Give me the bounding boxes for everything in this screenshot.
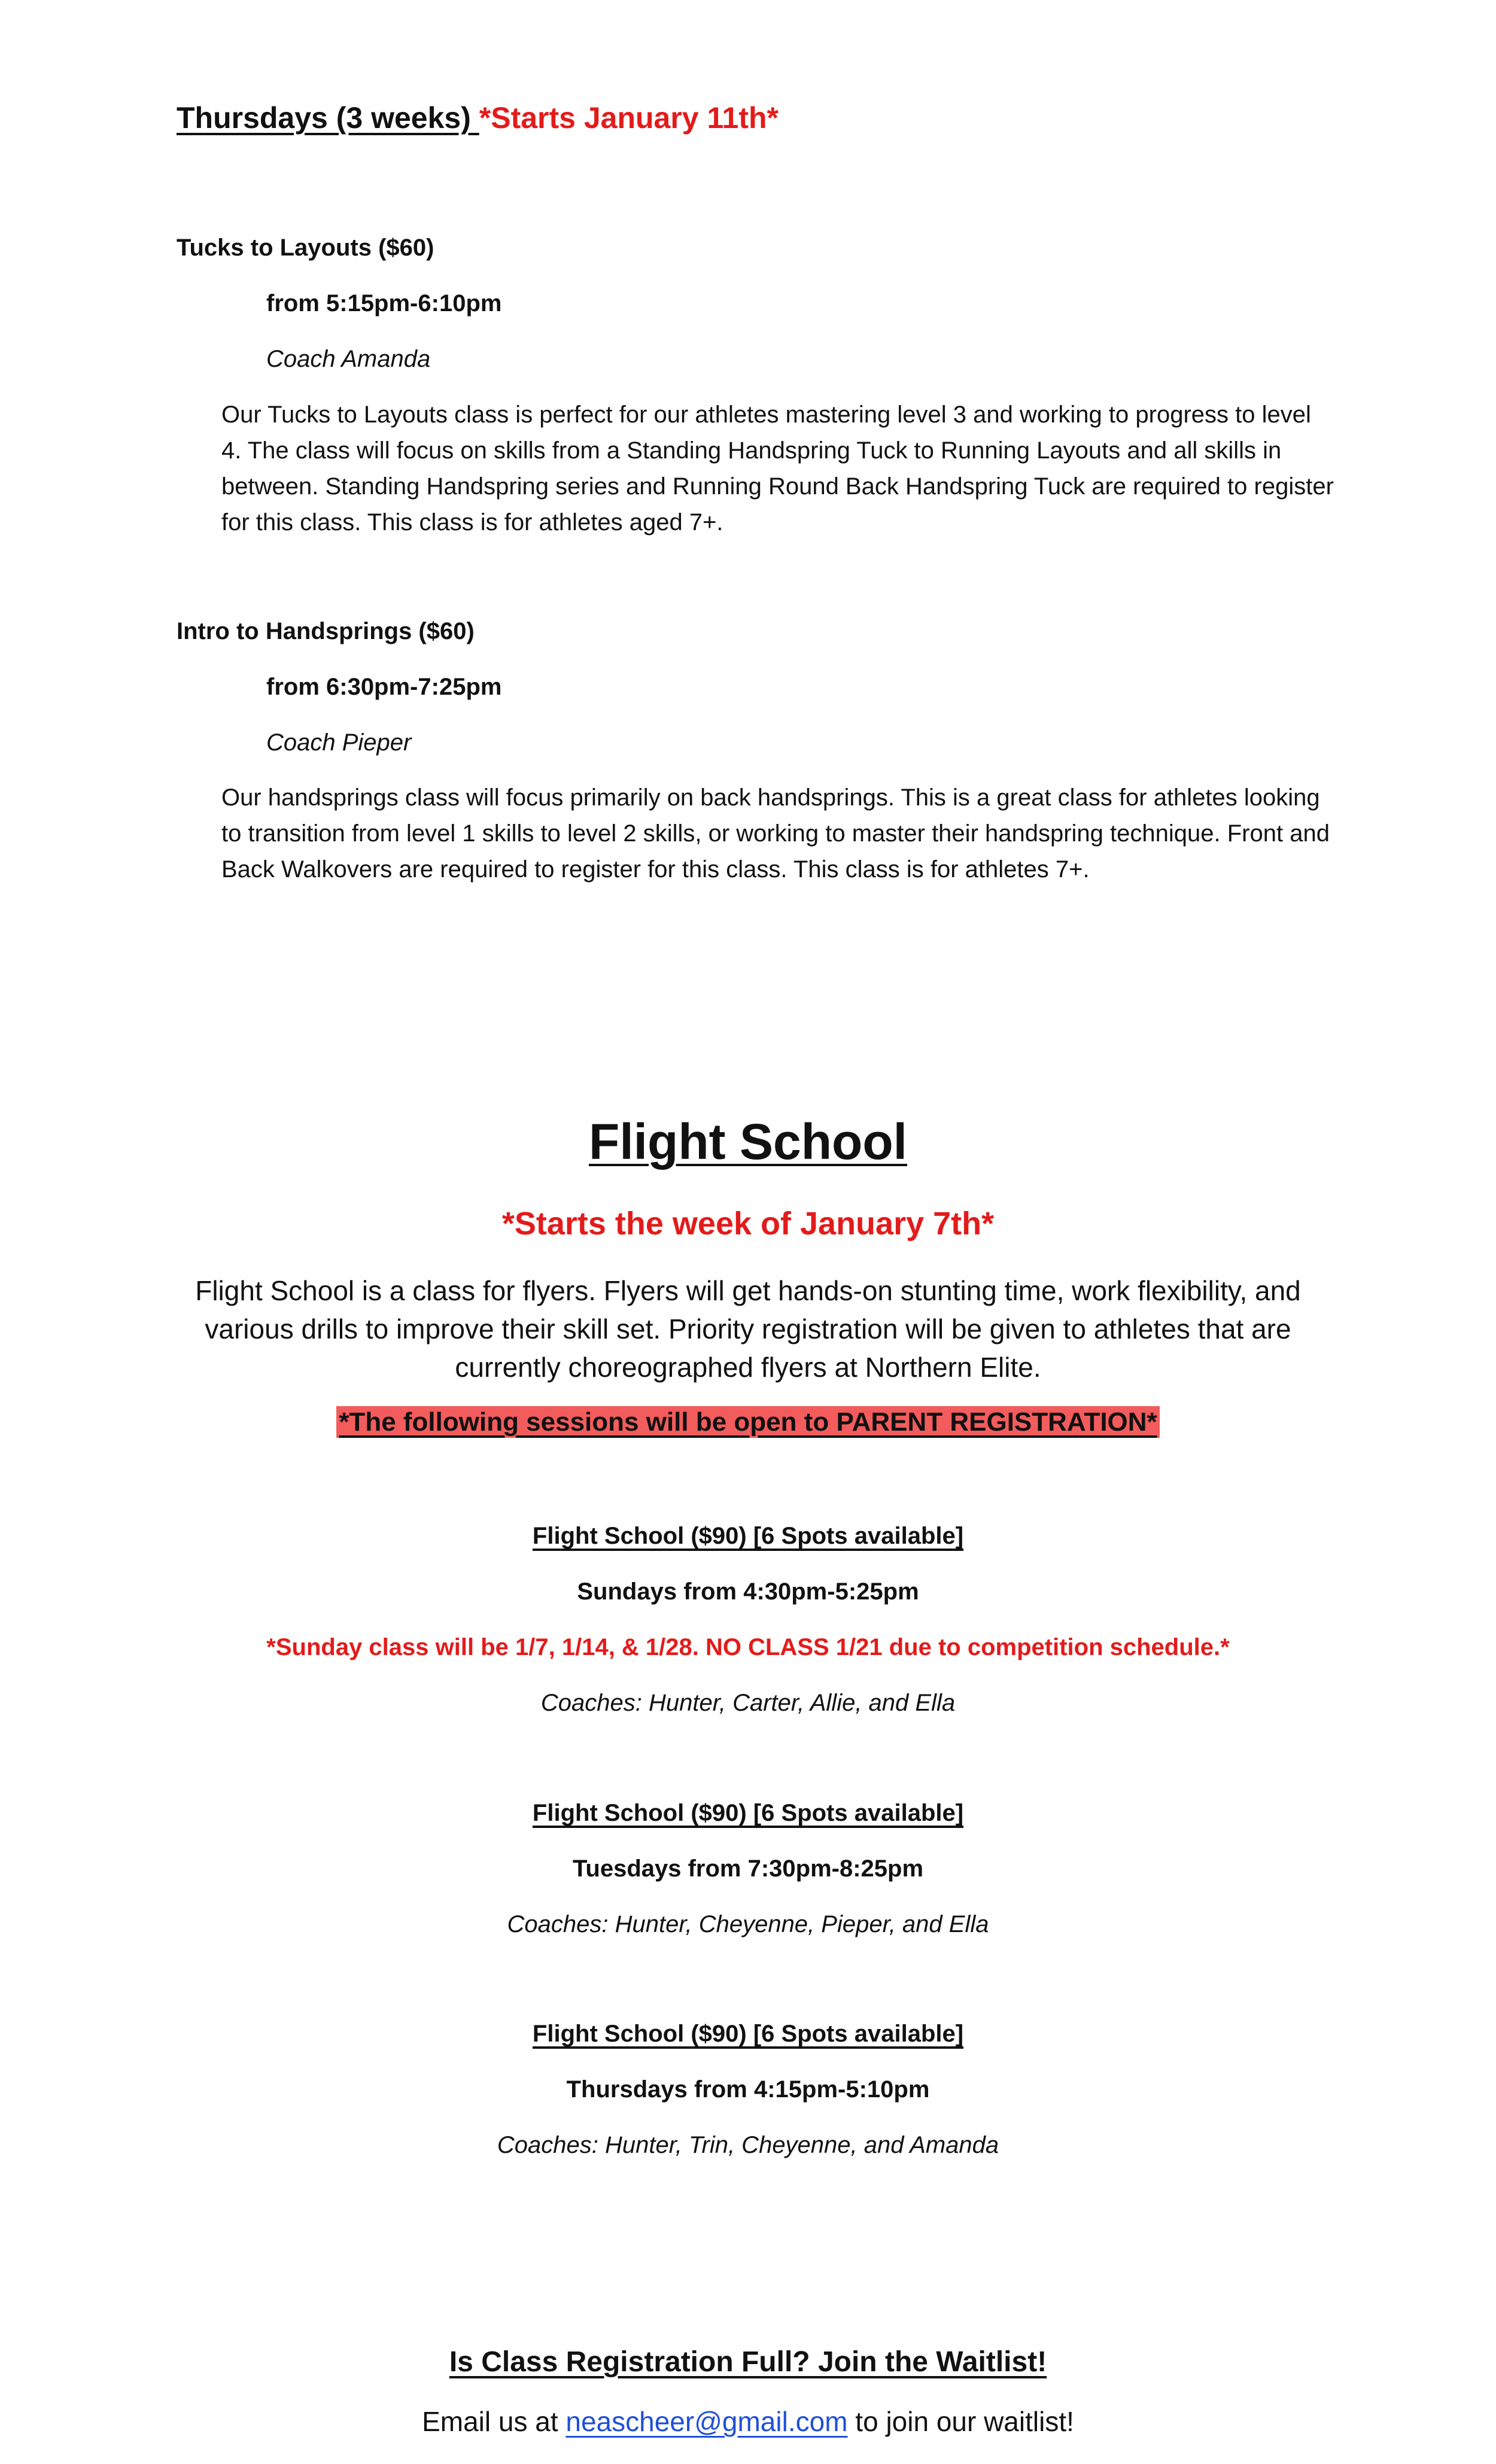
class-title-tucks: Tucks to Layouts ($60) <box>177 235 434 261</box>
session-title-thursday <box>0 2016 1496 2052</box>
flight-school-intro-line-3: currently choreographed flyers at Northern Elite. <box>455 1352 1041 1383</box>
flight-school-intro-line-1: Flight School is a class for flyers. Flyers will get hands-on stunting time, work flexibility, and <box>195 1275 1301 1306</box>
session-title-sunday-text: Flight School ($90) [6 Spots available] <box>532 1523 964 1549</box>
session-time-tuesday: Tuesdays from 7:30pm-8:25pm <box>572 1855 924 1882</box>
session-time-sunday: Sundays from 4:30pm-5:25pm <box>577 1578 919 1605</box>
class-time-handsprings: from 6:30pm-7:25pm <box>266 674 502 700</box>
flight-school-title-text: Flight School <box>589 1114 907 1170</box>
session-title-sunday <box>0 1518 1496 1554</box>
class-coach-tucks: Coach Amanda <box>266 346 431 372</box>
class-coach-handsprings: Coach Pieper <box>266 729 412 756</box>
waitlist-email-link[interactable]: neascheer@gmail.com <box>565 2406 848 2437</box>
session-title-tuesday-text: Flight School ($90) [6 Spots available] <box>532 1800 964 1826</box>
session-title-thursday-text: Flight School ($90) [6 Spots available] <box>532 2021 964 2047</box>
waitlist-email-suffix: to join our waitlist! <box>847 2406 1074 2437</box>
waitlist-heading-text: Is Class Registration Full? Join the Waitlist! <box>449 2346 1047 2378</box>
flight-school-start-date: *Starts the week of January 7th* <box>501 1206 995 1242</box>
session-note-sunday: *Sunday class will be 1/7, 1/14, & 1/28. NO CLASS 1/21 due to competition schedule.* <box>266 1634 1230 1660</box>
session-coaches-sunday: Coaches: Hunter, Carter, Allie, and Ella <box>540 1690 956 1716</box>
parent-registration-text: *The following sessions will be open to PARENT REGISTRATION* <box>336 1406 1159 1438</box>
class-description-handsprings: Our handsprings class will focus primarily on back handsprings. This is a great class for athletes looking to transition from level 1 skills to level 2 skills, or working to master their handspring technique. Front and Back Walkovers are required to register for this class. This class is for athletes 7+. <box>221 784 1330 883</box>
waitlist-email-line <box>0 2402 1496 2441</box>
flight-school-title <box>0 1112 1496 1172</box>
thursdays-heading: Thursdays (3 weeks) <box>177 101 479 135</box>
class-description-tucks: Our Tucks to Layouts class is perfect for our athletes mastering level 3 and working to progress to level 4. The class will focus on skills from a Standing Handspring Tuck to Running Layouts and all skills in between. Standing Handspring series and Running Round Back Handspring Tuck are required to register for this class. This class is for athletes aged 7+. <box>221 401 1334 536</box>
waitlist-email-prefix: Email us at <box>422 2406 566 2437</box>
class-time-tucks: from 5:15pm-6:10pm <box>266 290 502 317</box>
flight-school-intro-line-2: various drills to improve their skill set. Priority registration will be given to athletes that are <box>205 1313 1291 1344</box>
class-title-handsprings: Intro to Handsprings ($60) <box>177 618 475 644</box>
session-coaches-thursday: Coaches: Hunter, Trin, Cheyenne, and Amanda <box>497 2132 999 2158</box>
session-coaches-tuesday: Coaches: Hunter, Cheyenne, Pieper, and Ella <box>507 1911 989 1937</box>
parent-registration-notice <box>0 1403 1496 1441</box>
session-title-tuesday <box>0 1795 1496 1831</box>
thursdays-heading-line <box>177 101 779 135</box>
waitlist-heading <box>0 2343 1496 2381</box>
thursdays-start-date: *Starts January 11th* <box>479 101 779 135</box>
session-time-thursday: Thursdays from 4:15pm-5:10pm <box>566 2076 930 2103</box>
